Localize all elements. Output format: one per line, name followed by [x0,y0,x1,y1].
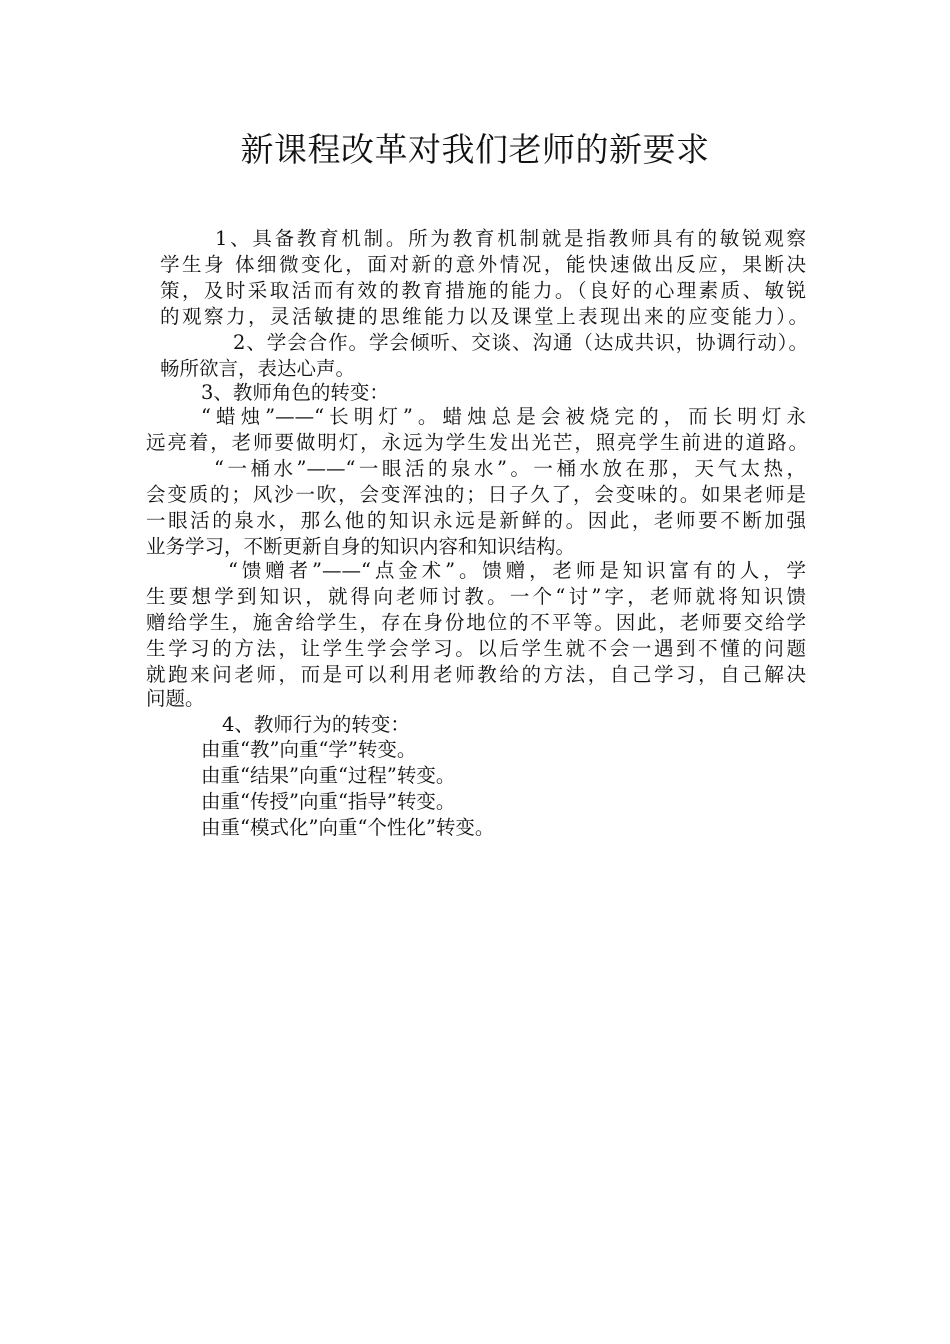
text-line: 1、具备教育机制。所为教育机制就是指教师具有的敏锐观察 [215,227,806,250]
text-line: 问题。 [146,687,205,710]
list-item: 由重“传授”向重“指导”转变。 [201,790,456,813]
text-line: 生要想学到知识，就得向老师讨教。一个“讨”字，老师就将知识馈 [146,585,806,608]
list-item: 由重“结果”向重“过程”转变。 [201,764,456,787]
list-item: 由重“模式化”向重“个性化”转变。 [201,816,495,839]
text-line: 畅所欲言，表达心声。 [160,357,356,380]
text-line: 就跑来问老师，而是可以利用老师教给的方法，自己学习，自己解决 [146,663,806,686]
text-line: 业务学习，不断更新自身的知识内容和知识结构。 [146,535,576,558]
text-line: 生学习的方法，让学生学会学习。以后学生就不会一遇到不懂的问题 [146,637,806,660]
text-line: 会变质的；风沙一吹，会变浑浊的；日子久了，会变味的。如果老师是 [146,483,806,506]
text-line: “馈赠者”——“点金术”。馈赠，老师是知识富有的人，学 [228,559,806,582]
text-line: 的观察力，灵活敏捷的思维能力以及课堂上表现出来的应变能力）。 [160,305,808,328]
section-heading: 4、教师行为的转变： [222,713,410,736]
text-line: “蜡烛”——“长明灯”。蜡烛总是会被烧完的，而长明灯永 [201,405,806,428]
text-line: 学生身 体细微变化，面对新的意外情况，能快速做出反应，果断决 [160,253,806,276]
list-item: 由重“教”向重“学”转变。 [201,738,417,761]
text-line: “一桶水”——“一眼活的泉水”。一桶水放在那，天气太热， [214,457,806,480]
text-line: 赠给学生，施舍给学生，存在身份地位的不平等。因此，老师要交给学 [146,611,806,634]
document-title: 新课程改革对我们老师的新要求 [240,130,710,169]
text-line: 远亮着，老师要做明灯，永远为学生发出光芒，照亮学生前进的道路。 [146,431,808,454]
text-line: 策，及时采取活而有效的教育措施的能力。（良好的心理素质、敏锐 [160,279,806,302]
section-heading: 3、教师角色的转变： [201,381,389,404]
text-line: 一眼活的泉水，那么他的知识永远是新鲜的。因此，老师要不断加强 [146,509,806,532]
text-line: 2、学会合作。学会倾听、交谈、沟通（达成共识，协调行动）。 [233,331,808,354]
